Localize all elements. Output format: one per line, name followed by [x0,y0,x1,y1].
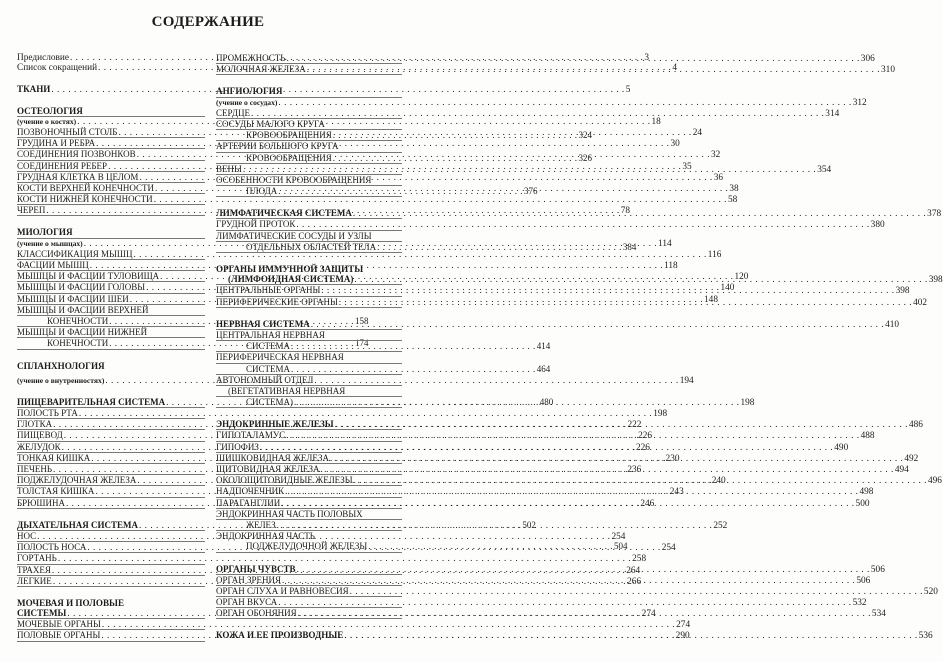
toc-entry[interactable]: ГЛОТКА . . . 222 [17,419,205,430]
toc-section-angio[interactable]: АНГИОЛОГИЯ [216,86,402,97]
toc-entry-line[interactable]: МЫШЦЫ И ФАСЦИИ ВЕРХНЕЙ [17,305,205,316]
toc-entry-line[interactable]: МЫШЦЫ И ФАСЦИИ НИЖНЕЙ [17,327,205,338]
toc-entry[interactable]: ОРГАН ЗРЕНИЯ . . . 506 [216,575,402,586]
toc-section-tkani[interactable]: ТКАНИ . . . 5 [17,84,205,94]
toc-entry[interactable]: ГРУДНОЙ ПРОТОК . . . 380 [216,219,402,230]
toc-section-limf[interactable]: ЛИМФАТИЧЕСКАЯ СИСТЕМА . . . 378 [216,208,402,219]
toc-section-kozha[interactable]: КОЖА И ЕЕ ПРОИЗВОДНЫЕ . . . 536 [216,630,402,640]
toc-entry[interactable]: Список сокращений . . . 4 [17,63,205,73]
toc-entry[interactable]: (учение о костях) . . . 18 [17,117,205,127]
toc-entry[interactable]: ЧЕРЕП . . . 78 [17,205,205,216]
toc-entry-line[interactable]: АРТЕРИИ БОЛЬШОГО КРУГА [216,141,402,152]
toc-entry[interactable]: ПОЗВОНОЧНЫЙ СТОЛБ . . . 24 [17,127,205,138]
toc-entry-line[interactable]: ЭНДОКРИННАЯ ЧАСТЬ ПОЛОВЫХ [216,509,402,520]
toc-entry[interactable]: ПЕРИФЕРИЧЕСКИЕ ОРГАНЫ . . . 402 [216,297,402,308]
toc-entry[interactable]: ЛЕГКИЕ . . . 266 [17,576,205,587]
toc-entry[interactable]: ОТДЕЛЬНЫХ ОБЛАСТЕЙ ТЕЛА . . . 384 [216,242,402,253]
toc-entry[interactable]: ФАСЦИИ МЫШЦ . . . 118 [17,260,205,271]
toc-section-moch[interactable]: МОЧЕВАЯ И ПОЛОВЫЕ [17,597,125,608]
toc-entry-line[interactable]: АВТОНОМНЫЙ ОТДЕЛ [216,375,402,386]
toc-entry[interactable]: КРОВООБРАЩЕНИЯ . . . 326 [216,153,402,164]
toc-entry[interactable]: Предисловие . . . 3 [17,53,205,63]
toc-entry[interactable]: КОСТИ НИЖНЕЙ КОНЕЧНОСТИ . . . 58 [17,194,205,205]
toc-entry[interactable]: ГРУДИНА И РЕБРА . . . 30 [17,138,205,149]
toc-section-moch-cont[interactable]: СИСТЕМЫ . . . 274 [17,608,205,619]
toc-section-immun-cont[interactable]: (ЛИМФОИДНАЯ СИСТЕМА) . . . 398 [216,274,402,285]
toc-entry[interactable]: ЖЕЛЕЗ . . . 502 [216,520,402,531]
toc-entry-line[interactable]: СОСУДЫ МАЛОГО КРУГА [216,119,402,130]
toc-entry-line[interactable]: (ВЕГЕТАТИВНАЯ НЕРВНАЯ [216,386,402,397]
toc-entry[interactable]: ЩИТОВИДНАЯ ЖЕЛЕЗА . . . 494 [216,464,402,475]
toc-entry[interactable]: ШИШКОВИДНАЯ ЖЕЛЕЗА . . . 492 [216,453,402,464]
toc-entry[interactable]: СИСТЕМА) . . . 480 [216,397,402,408]
toc-entry[interactable]: ПОЛОСТЬ РТА . . . 198 [17,408,205,419]
toc-section-mio[interactable]: МИОЛОГИЯ [17,227,205,238]
toc-section-endo[interactable]: ЭНДОКРИННЫЕ ЖЕЛЕЗЫ . . . 486 [216,419,402,430]
toc-entry[interactable]: МЫШЦЫ И ФАСЦИИ ГОЛОВЫ . . . 140 [17,282,205,293]
toc-entry[interactable]: (учение о сосудах) . . . 312 [216,98,402,108]
toc-entry[interactable]: ПРОМЕЖНОСТЬ . . . 306 [216,53,402,64]
toc-entry[interactable]: МЫШЦЫ И ФАСЦИИ ТУЛОВИЩА . . . 120 [17,271,205,282]
toc-entry[interactable]: СИСТЕМА . . . 464 [216,364,402,375]
toc-entry[interactable]: СЕРДЦЕ . . . 314 [216,108,402,119]
toc-entry[interactable]: ГИПОТАЛАМУС . . . 488 [216,430,402,441]
toc-entry[interactable]: ТРАХЕЯ . . . 264 [17,565,205,576]
toc-entry[interactable]: ПОДЖЕЛУДОЧНАЯ ЖЕЛЕЗА . . . 240 [17,475,205,486]
toc-section-dyh[interactable]: ДЫХАТЕЛЬНАЯ СИСТЕМА . . . 252 [17,520,205,531]
toc-entry[interactable]: БРЮШИНА . . . 246 [17,498,205,509]
toc-entry-line[interactable]: ЦЕНТРАЛЬНАЯ НЕРВНАЯ [216,330,402,341]
toc-entry[interactable]: ЦЕНТРАЛЬНЫЕ ОРГАНЫ . . . 398 [216,285,402,296]
toc-section-immun[interactable]: ОРГАНЫ ИММУННОЙ ЗАЩИТЫ [216,264,364,274]
toc-entry[interactable]: ПОДЖЕЛУДОЧНОЙ ЖЕЛЕЗЫ . . . 504 [216,541,402,552]
toc-entry[interactable]: ЖЕЛУДОК . . . 226 [17,442,205,453]
toc-entry[interactable]: ОРГАН ВКУСА . . . 532 [216,597,402,608]
toc-entry[interactable]: КОНЕЧНОСТИ . . . 174 [17,338,205,349]
page-title: СОДЕРЖАНИЕ [151,14,265,30]
toc-entry[interactable]: ПОЛОСТЬ НОСА . . . 254 [17,542,205,553]
toc-entry[interactable]: КОНЕЧНОСТИ . . . 158 [17,316,205,327]
toc-entry[interactable]: МЫШЦЫ И ФАСЦИИ ШЕИ . . . 148 [17,294,205,305]
toc-entry[interactable]: НАДПОЧЕЧНИК . . . 498 [216,486,402,497]
toc-entry[interactable]: КОСТИ ВЕРХНЕЙ КОНЕЧНОСТИ . . . 38 [17,183,205,194]
toc-entry[interactable]: СОЕДИНЕНИЯ РЕБЕР . . . 35 [17,161,205,172]
toc-entry[interactable]: ОКОЛОЩИТОВИДНЫЕ ЖЕЛЕЗЫ . . . 496 [216,475,402,486]
toc-entry[interactable]: КЛАССИФИКАЦИЯ МЫШЦ . . . 116 [17,249,205,260]
toc-entry[interactable]: НОС . . . 254 [17,531,205,542]
toc-entry[interactable]: ПИЩЕВОД . . . 226 [17,430,205,441]
toc-entry-line[interactable]: ЭНДОКРИННАЯ ЧАСТЬ [216,531,315,542]
toc-section-osteo[interactable]: ОСТЕОЛОГИЯ [17,106,205,117]
toc-entry[interactable]: ПАРАГАНГЛИИ . . . 500 [216,498,402,509]
toc-section-chuvs[interactable]: ОРГАНЫ ЧУВСТВ . . . 506 [216,564,402,575]
toc-entry[interactable]: СОЕДИНЕНИЯ ПОЗВОНКОВ . . . 32 [17,149,205,160]
toc-entry[interactable]: ПЛОДА . . . 376 [216,186,402,197]
toc-entry-line[interactable]: ОСОБЕННОСТИ КРОВООБРАЩЕНИЯ [216,175,402,186]
toc-section-pisch[interactable]: ПИЩЕВАРИТЕЛЬНАЯ СИСТЕМА . . . 198 [17,397,205,408]
toc-entry[interactable]: ПОЛОВЫЕ ОРГАНЫ . . . 290 [17,630,205,641]
toc-entry[interactable]: ТОЛСТАЯ КИШКА . . . 243 [17,486,205,497]
toc-entry[interactable]: ОРГАН ОБОНЯНИЯ . . . 534 [216,608,402,619]
toc-entry[interactable]: ОРГАН СЛУХА И РАВНОВЕСИЯ . . . 520 [216,586,402,597]
toc-entry[interactable]: КРОВООБРАЩЕНИЯ . . . 324 [216,130,402,141]
toc-entry[interactable]: ТОНКАЯ КИШКА . . . 230 [17,453,205,464]
toc-entry[interactable]: (учение о внутренностях) . . . 194 [17,376,205,386]
toc-entry-line[interactable]: ПЕРИФЕРИЧЕСКАЯ НЕРВНАЯ [216,352,402,363]
toc-entry[interactable]: ВЕНЫ . . . 354 [216,164,402,175]
toc-entry[interactable]: ГРУДНАЯ КЛЕТКА В ЦЕЛОМ . . . 36 [17,172,205,183]
toc-entry[interactable]: МОЧЕВЫЕ ОРГАНЫ . . . 274 [17,619,205,630]
toc-entry[interactable]: (учение о мышцах) . . . 114 [17,239,205,249]
toc-entry[interactable]: ГИПОФИЗ . . . 490 [216,442,402,453]
toc-entry[interactable]: ПЕЧЕНЬ . . . 236 [17,464,205,475]
toc-entry[interactable]: МОЛОЧНАЯ ЖЕЛЕЗА . . . 310 [216,64,402,75]
toc-entry[interactable]: СИСТЕМА . . . 414 [216,341,402,352]
toc-entry-line[interactable]: ЛИМФАТИЧЕСКИЕ СОСУДЫ И УЗЛЫ [216,231,402,242]
toc-section-nerv[interactable]: НЕРВНАЯ СИСТЕМА . . . 410 [216,319,402,330]
toc-section-splan[interactable]: СПЛАНХНОЛОГИЯ [17,360,105,371]
toc-entry[interactable]: ГОРТАНЬ . . . 258 [17,553,205,564]
